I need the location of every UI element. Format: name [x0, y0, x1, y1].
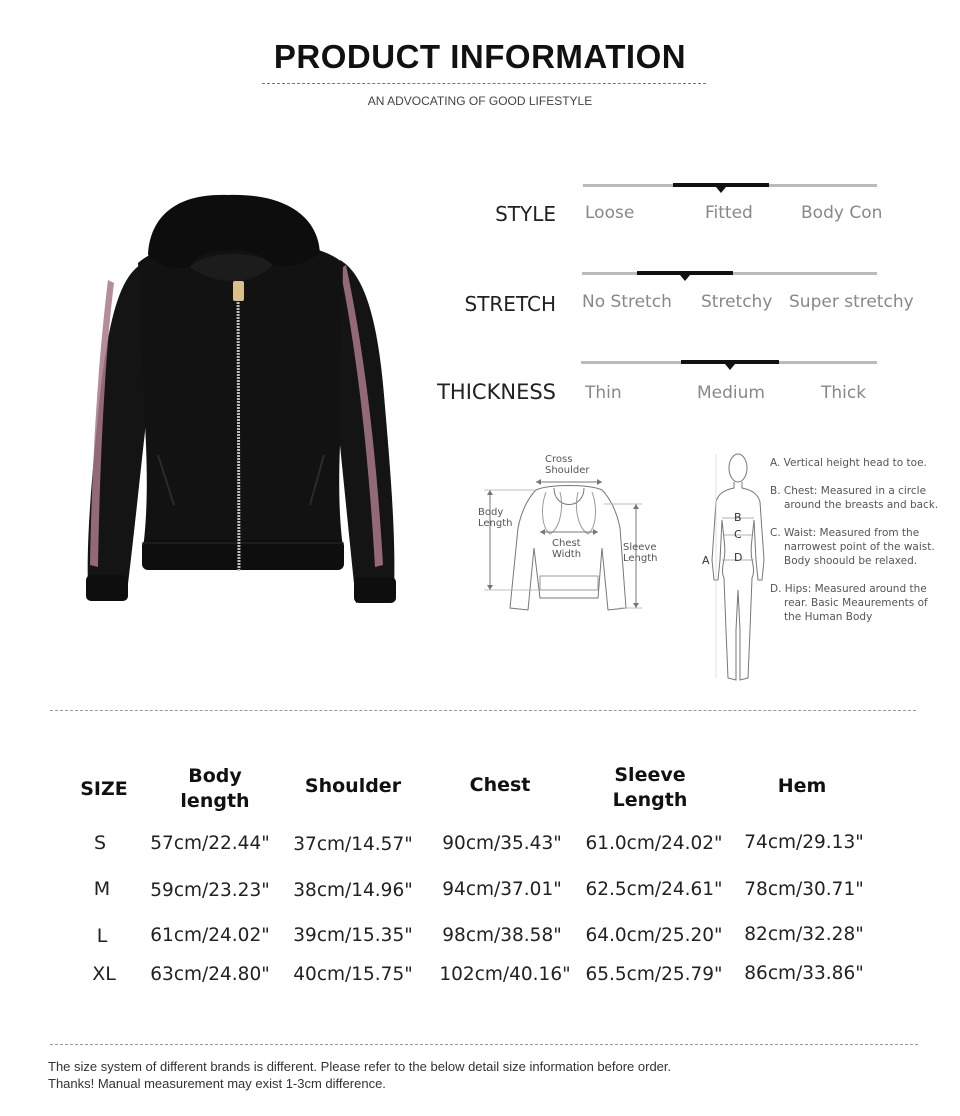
- stretch-option-super: Super stretchy: [789, 292, 914, 312]
- header-chest: Chest: [469, 774, 531, 796]
- header-shoulder: Shoulder: [304, 775, 402, 797]
- row-xl-shoulder: 40cm/15.75": [293, 964, 413, 985]
- row-l-sleeve-length: 64.0cm/25.20": [585, 925, 723, 946]
- row-xl-hem: 86cm/33.86": [744, 963, 864, 984]
- row-xl-sleeve-length: 65.5cm/25.79": [585, 964, 723, 985]
- stretch-option-none: No Stretch: [582, 292, 672, 312]
- style-option-bodycon: Body Con: [801, 203, 883, 223]
- row-m-shoulder: 38cm/14.96": [293, 880, 413, 901]
- sleeve-length-label-2: Length: [623, 553, 658, 564]
- body-length-label-2: Length: [478, 518, 513, 529]
- thickness-option-medium: Medium: [697, 383, 765, 403]
- disclaimer-line-2: Thanks! Manual measurement may exist 1-3cm difference.: [48, 1076, 386, 1091]
- body-letter-b: B: [734, 511, 742, 524]
- header-body-length-line1: Body: [188, 765, 242, 787]
- page-title: PRODUCT INFORMATION: [273, 38, 687, 75]
- style-option-fitted: Fitted: [705, 203, 753, 223]
- garment-measure-diagram: [470, 448, 680, 618]
- thickness-pointer-icon: [725, 364, 735, 370]
- row-xl-body-length: 63cm/24.80": [150, 964, 270, 985]
- style-option-loose: Loose: [585, 203, 635, 223]
- body-letter-a: A: [702, 554, 710, 567]
- body-measure-diagram: [698, 450, 768, 685]
- row-m-sleeve-length: 62.5cm/24.61": [585, 879, 723, 900]
- thickness-option-thin: Thin: [585, 383, 622, 403]
- body-letter-c: C: [734, 528, 742, 541]
- row-s-sleeve-length: 61.0cm/24.02": [585, 833, 723, 854]
- body-letter-d: D: [734, 551, 743, 564]
- row-s-size: S: [93, 832, 107, 854]
- thickness-option-thick: Thick: [821, 383, 867, 403]
- style-label: STYLE: [495, 202, 556, 226]
- header-hem: Hem: [777, 775, 827, 797]
- note-hips: D. Hips: Measured around the rear. Basic Meaurements of the Human Body: [770, 583, 928, 623]
- cross-shoulder-label-1: Cross: [545, 454, 573, 465]
- chest-width-label-1: Chest: [552, 538, 581, 549]
- body-length-label-1: Body: [478, 507, 504, 518]
- note-height: A. Vertical height head to toe.: [770, 457, 927, 469]
- hoodie-illustration: [78, 185, 408, 615]
- row-m-body-length: 59cm/23.23": [150, 880, 270, 901]
- row-l-hem: 82cm/32.28": [744, 924, 864, 945]
- header-sleeve-length-line2: Length: [612, 789, 688, 811]
- row-l-size: L: [96, 925, 108, 947]
- header-sleeve-length-line1: Sleeve: [614, 764, 686, 786]
- section-divider-top: [50, 710, 916, 711]
- header-body-length: [160, 764, 270, 814]
- row-s-hem: 74cm/29.13": [744, 832, 864, 853]
- section-divider-bottom: [50, 1044, 918, 1045]
- sleeve-length-label-1: Sleeve: [623, 542, 657, 553]
- stretch-label: STRETCH: [464, 292, 556, 316]
- header-size: SIZE: [80, 778, 128, 800]
- style-pointer-icon: [716, 187, 726, 193]
- row-l-shoulder: 39cm/15.35": [293, 925, 413, 946]
- size-disclaimer: [48, 1058, 671, 1092]
- row-l-chest: 98cm/38.58": [442, 925, 562, 946]
- row-m-size: M: [93, 878, 111, 900]
- body-measure-notes: [770, 456, 940, 638]
- row-m-chest: 94cm/37.01": [442, 879, 562, 900]
- thickness-label: THICKNESS: [437, 380, 556, 404]
- stretch-pointer-icon: [680, 275, 690, 281]
- page-subtitle: AN ADVOCATING OF GOOD LIFESTYLE: [367, 94, 593, 108]
- chest-width-label-2: Width: [552, 549, 582, 560]
- disclaimer-line-1: The size system of different brands is different. Please refer to the below detail size information before order.: [48, 1059, 672, 1074]
- row-xl-size: XL: [92, 963, 116, 985]
- stretch-option-stretchy: Stretchy: [701, 292, 773, 312]
- note-chest: B. Chest: Measured in a circle around the breasts and back.: [770, 485, 939, 511]
- row-l-body-length: 61cm/24.02": [150, 925, 270, 946]
- product-image: [78, 185, 408, 615]
- row-s-shoulder: 37cm/14.57": [293, 834, 413, 855]
- row-s-chest: 90cm/35.43": [442, 833, 562, 854]
- row-xl-chest: 102cm/40.16": [439, 964, 571, 985]
- title-divider: [262, 83, 706, 84]
- header-sleeve-length: [590, 763, 710, 813]
- cross-shoulder-label-2: Shoulder: [545, 465, 590, 476]
- header-body-length-line2: length: [180, 790, 250, 812]
- note-waist: C. Waist: Measured from the narrowest point of the waist. Body shoould be relaxed.: [770, 527, 935, 567]
- row-m-hem: 78cm/30.71": [744, 879, 864, 900]
- row-s-body-length: 57cm/22.44": [150, 833, 270, 854]
